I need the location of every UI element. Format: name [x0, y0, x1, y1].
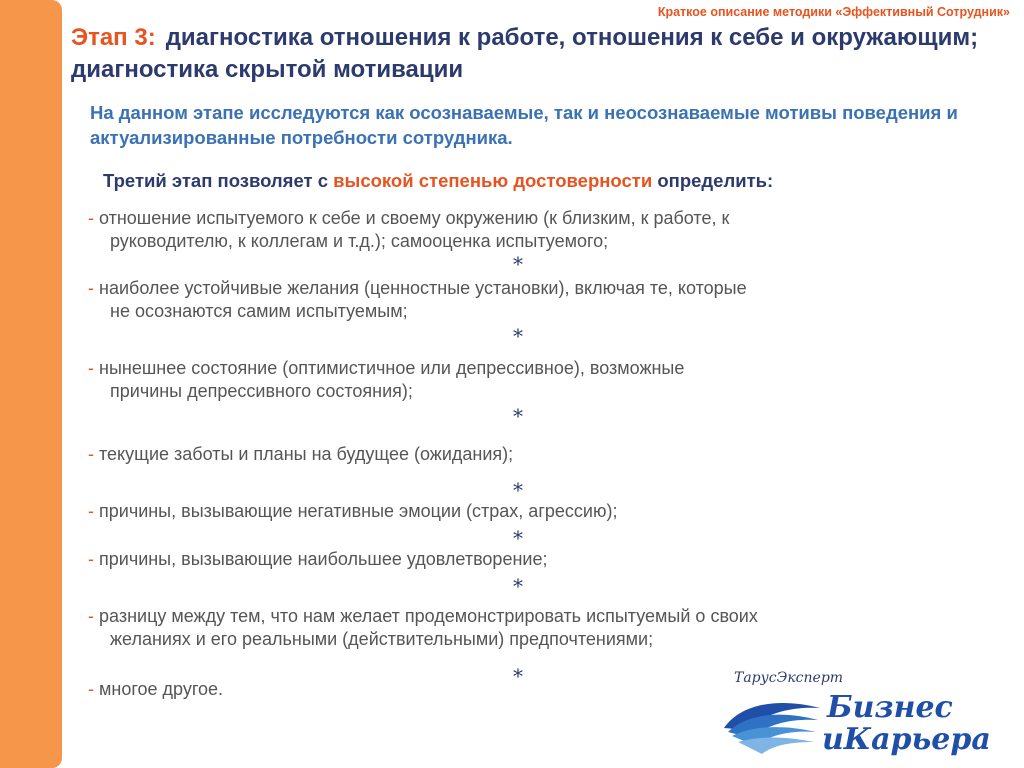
list-dash: -	[88, 444, 99, 464]
slide-subtitle: Краткое описание методики «Эффективный Сотрудник»	[657, 5, 1010, 19]
list-item-continuation: не осознаются самим испытуемым;	[110, 301, 408, 321]
list-item	[88, 548, 547, 571]
logo-word-career: иКарьера	[822, 722, 991, 757]
orange-sidebar	[0, 0, 62, 768]
list-dash: -	[88, 358, 99, 378]
list-item	[88, 500, 617, 523]
list-dash: -	[88, 208, 99, 228]
separator-star: *	[513, 324, 523, 348]
slide-title	[71, 22, 1011, 86]
separator-star: *	[513, 664, 523, 688]
separator-star: *	[513, 526, 523, 550]
list-item	[88, 605, 758, 651]
separator-star: *	[513, 478, 523, 502]
list-item	[88, 443, 513, 466]
lead-highlight: высокой степенью достоверности	[333, 170, 653, 191]
list-item-text: наиболее устойчивые желания (ценностные установки), включая те, которые	[99, 278, 747, 298]
lead-after: определить:	[652, 170, 774, 191]
list-item-text: текущие заботы и планы на будущее (ожидания);	[99, 444, 514, 464]
wave-logo-icon	[722, 680, 832, 766]
list-dash: -	[88, 278, 99, 298]
list-item	[88, 678, 223, 701]
stage-title: диагностика отношения к работе, отношения к себе и окружающим; диагностика скрытой мотивации	[71, 24, 979, 83]
company-logo	[722, 670, 1022, 766]
stage-label: Этап 3:	[71, 24, 156, 51]
list-item-text: причины, вызывающие негативные эмоции (страх, агрессию);	[99, 501, 618, 521]
separator-star: *	[513, 574, 523, 598]
list-item	[88, 207, 729, 253]
logo-word-business: Бизнес	[827, 690, 953, 725]
separator-star: *	[513, 252, 523, 276]
list-dash: -	[88, 606, 99, 626]
list-item	[88, 357, 684, 403]
list-item-continuation: руководителю, к коллегам и т.д.); самооценка испытуемого;	[110, 231, 609, 251]
list-dash: -	[88, 679, 99, 699]
lead-sentence	[103, 170, 773, 192]
list-item-text: разницу между тем, что нам желает продемонстрировать испытуемый о своих	[99, 606, 758, 626]
list-item-text: отношение испытуемого к себе и своему окружению (к близким, к работе, к	[99, 208, 730, 228]
logo-brand-text: ТарусЭксперт	[734, 670, 844, 686]
list-dash: -	[88, 501, 99, 521]
separator-star: *	[513, 404, 523, 428]
list-item-text: причины, вызывающие наибольшее удовлетворение;	[99, 549, 548, 569]
lead-before: Третий этап позволяет с	[103, 170, 334, 191]
list-item-continuation: причины депрессивного состояния);	[110, 381, 413, 401]
list-item-continuation: желаниях и его реальными (действительными) предпочтениями;	[110, 629, 654, 649]
list-item-text: нынешнее состояние (оптимистичное или депрессивное), возможные	[99, 358, 685, 378]
list-item-text: многое другое.	[99, 679, 224, 699]
intro-paragraph: На данном этапе исследуются как осознаваемые, так и неосознаваемые мотивы поведения и актуализированные потребности сотрудника.	[90, 102, 958, 148]
list-dash: -	[88, 549, 99, 569]
list-item	[88, 277, 747, 323]
